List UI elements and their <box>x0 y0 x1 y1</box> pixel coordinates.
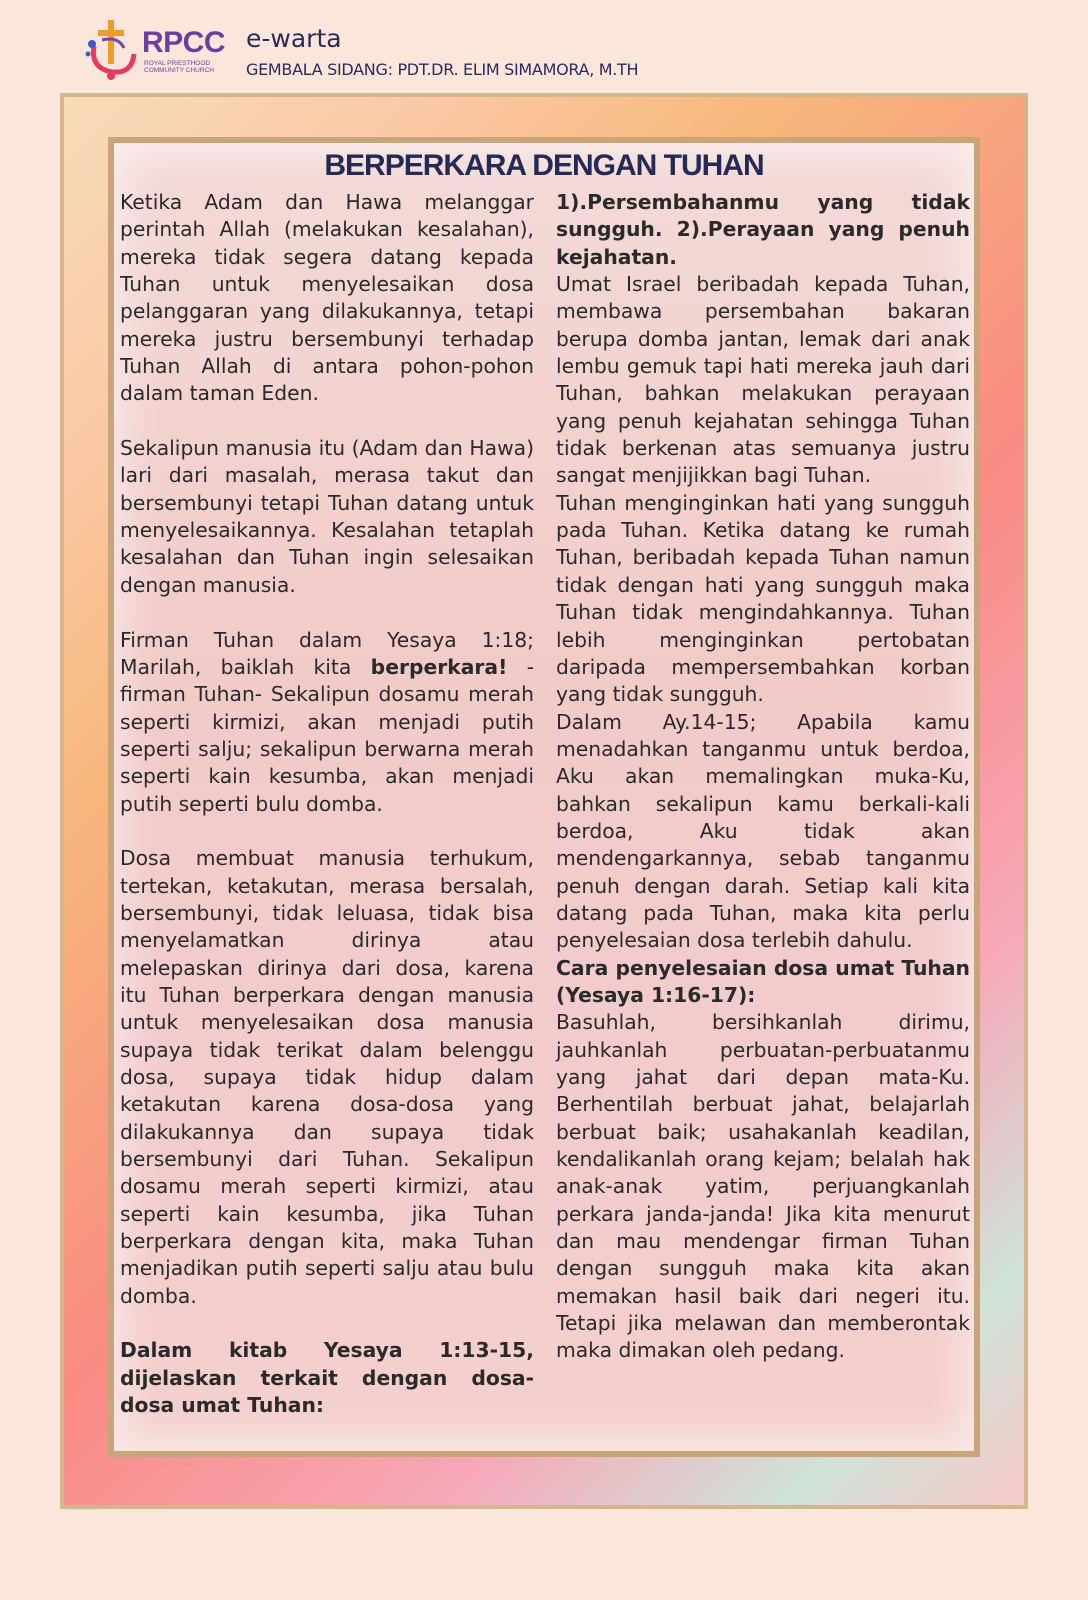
logo-text: RPCC <box>142 26 226 59</box>
church-logo <box>84 16 234 86</box>
paragraph-text: -firman Tuhan- Sekalipun dosamu merah seperti kirmizi, akan menjadi putih seperti salju; sekalipun berwarna merah seperti kain kesumba, akan menjadi putih seperti bulu domba. <box>120 654 535 816</box>
article-card <box>108 137 980 1457</box>
pastor-line: GEMBALA SIDANG: PDT.DR. ELIM SIMAMORA, M.TH <box>246 60 639 79</box>
paragraph: Tuhan menginginkan hati yang sungguh pada Tuhan. Ketika datang ke rumah Tuhan, beribadah kepada Tuhan namun tidak dengan hati yang sungguh maka Tuhan tidak mengindahkannya. Tuhan lebih menginginkan pertobatan daripada mempersembahkan korban yang tidak sungguh. <box>556 490 970 707</box>
paragraph: Sekalipun manusia itu (Adam dan Hawa) lari dari masalah, merasa takut dan bersembunyi tetapi Tuhan datang untuk menyelesaikannya. Kesalahan tetaplah kesalahan dan Tuhan ingin selesaikan dengan manusia. <box>120 436 534 597</box>
paragraph <box>120 627 534 818</box>
paragraph: Ketika Adam dan Hawa melanggar perintah Allah (melakukan kesalahan), mereka tidak segera datang kepada Tuhan untuk menyelesaikan dosa pelanggaran yang dilakukannya, tetapi mereka justru bersembunyi terhadap Tuhan Allah di antara pohon-pohon dalam taman Eden. <box>120 190 534 406</box>
section-heading: Dalam kitab Yesaya 1:13-15, dijelaskan terkait dengan dosa-dosa umat Tuhan: <box>120 1338 534 1418</box>
right-column <box>556 189 970 1365</box>
section-heading: Cara penyelesaian dosa umat Tuhan (Yesaya 1:16-17): <box>556 955 970 1007</box>
outer-frame <box>60 93 1028 1509</box>
emphasis-text: berperkara! <box>370 654 508 679</box>
cross-logo-icon <box>84 16 144 82</box>
paragraph: Dosa membuat manusia terhukum, tertekan, ketakutan, merasa bersalah, bersembunyi, tidak leluasa, tidak bisa menyelamatkan dirinya atau melepaskan dirinya dari dosa, karena itu Tuhan berperkara dengan manusia untuk menyelesaikan dosa manusia supaya tidak terikat dalam belenggu dosa, supaya tidak hidup dalam ketakutan karena dosa-dosa yang dilakukannya dan supaya tidak bersembunyi dari Tuhan. Sekalipun dosamu merah seperti kirmizi, atau seperti kain kesumba, jika Tuhan berperkara dengan kita, maka Tuhan menjadikan putih seperti salju atau bulu domba. <box>120 846 534 1308</box>
paragraph: Basuhlah, bersihkanlah dirimu, jauhkanlah perbuatan-perbuatanmu yang jahat dari depan mata-Ku. Berhentilah berbuat jahat, belajarlah berbuat baik; usahakanlah keadilan, kendalikanlah orang kejam; belalah hak anak-anak yatim, perjuangkanlah perkara janda-janda! Jika kita menurut dan mau mendengar firman Tuhan dengan sungguh maka kita akan memakan hasil baik dari negeri itu. Tetapi jika melawan dan memberontak maka dimakan oleh pedang. <box>556 1010 970 1363</box>
header <box>84 16 1004 86</box>
paragraph: Umat Israel beribadah kepada Tuhan, membawa persembahan bakaran berupa domba jantan, lemak dari anak lembu gemuk tapi hati mereka jauh dari Tuhan, bahkan melakukan perayaan yang penuh kejahatan sehingga Tuhan tidak berkenan atas semuanya justru sangat menjijikkan bagi Tuhan. <box>556 272 970 488</box>
logo-subtitle: ROYAL PRIESTHOOD COMMUNITY CHURCH <box>144 60 214 74</box>
paragraph: Dalam Ay.14-15; Apabila kamu menadahkan tanganmu untuk berdoa, Aku akan memalingkan muka-Ku, bahkan sekalipun kamu berkali-kali berdoa, Aku tidak akan mendengarkannya, sebab tanganmu penuh dengan darah. Setiap kali kita datang pada Tuhan, maka kita perlu penyelesaian dosa terlebih dahulu. <box>556 709 970 953</box>
article-title: BERPERKARA DENGAN TUHAN <box>324 149 764 182</box>
section-heading: 1).Persembahanmu yang tidak sungguh. 2).Perayaan yang penuh kejahatan. <box>556 190 970 269</box>
publication-title: e-warta <box>246 24 342 53</box>
paragraph-text: Firman Tuhan dalam Yesaya 1:18; Marilah, baiklah kita <box>120 627 534 679</box>
left-column <box>120 189 534 1419</box>
